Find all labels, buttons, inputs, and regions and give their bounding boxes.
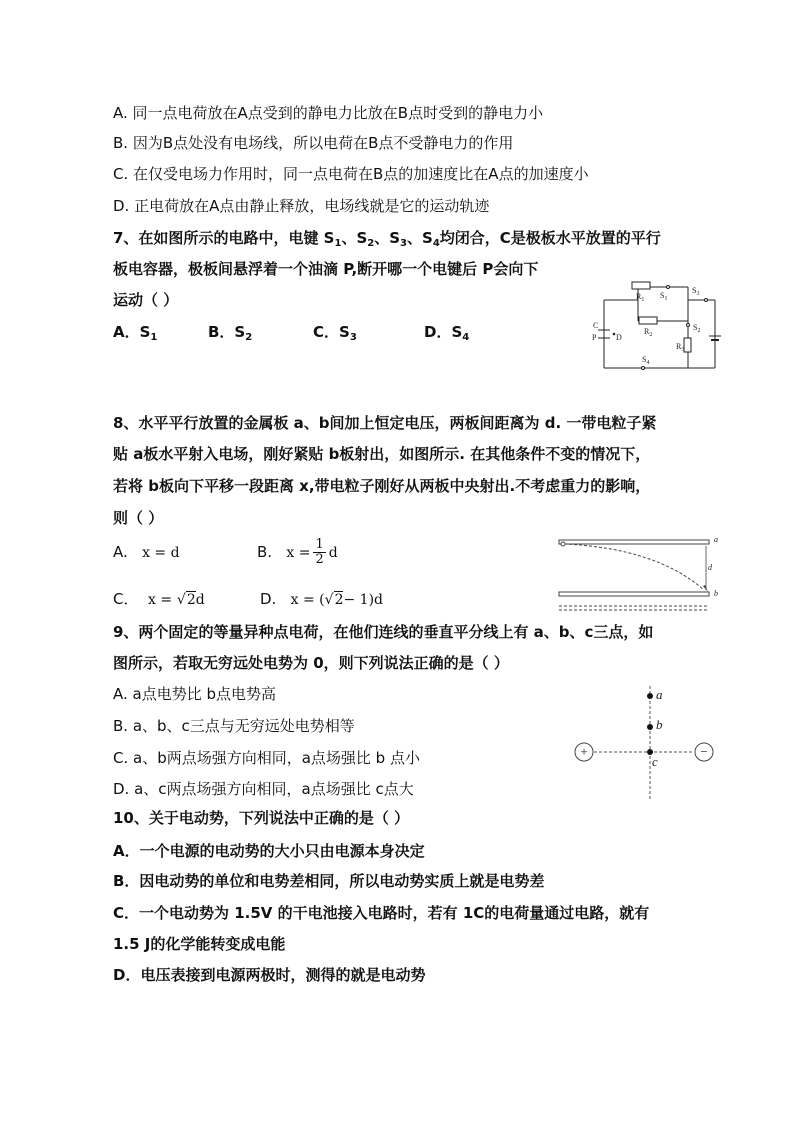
svg-text:S1: $S_1$ (660, 291, 668, 302)
q6-option-b: B. 因为B点处没有电场线，所以电荷在B点不受静电力的作用 (113, 134, 514, 152)
svg-text:D: D (616, 333, 622, 342)
q7-option-a: A．$S_1$ (113, 323, 158, 343)
q10-option-c-line2: 1.5 J的化学能转变成电能 (113, 935, 286, 953)
q8-stem-line1: 8、水平平行放置的金属板 a、b间加上恒定电压，两板间距离为 d. 一带电粒子紧 (113, 414, 657, 432)
svg-text:d: d (708, 563, 712, 572)
q10-stem: 10、关于电动势，下列说法中正确的是（ ） (113, 809, 410, 827)
q7-option-b: B．$S_2$ (208, 323, 253, 343)
q8-stem-line3: 若将 b板向下平移一段距离 x,带电粒子刚好从两板中央射出.不考虑重力的影响， (113, 477, 651, 495)
svg-text:b: b (656, 717, 663, 732)
q9-option-a: A. a点电势比 b点电势高 (113, 685, 277, 703)
q8-option-b: B. x = $\frac{1}{2}$ d (257, 537, 338, 567)
q10-option-b: B．因电动势的单位和电势差相同，所以电动势实质上就是电势差 (113, 872, 545, 890)
q6-option-d: D. 正电荷放在A点由静止释放，电场线就是它的运动轨迹 (113, 197, 490, 215)
q7-option-d: D．$S_4$ (424, 323, 470, 343)
q8-option-c: C． x = √2d (113, 590, 205, 608)
q8-plates-diagram (556, 530, 726, 618)
svg-text:S3: $S_3$ (692, 286, 700, 297)
svg-text:P: P (592, 333, 597, 342)
q8-stem-line4: 则（ ） (113, 509, 164, 527)
q9-stem-line2: 图所示，若取无穷远处电势为 0，则下列说法正确的是（ ） (113, 654, 509, 672)
q10-option-a: A．一个电源的电动势的大小只由电源本身决定 (113, 842, 425, 860)
q8-stem-line2: 贴 a板水平射入电场，刚好紧贴 b板射出，如图所示. 在其他条件不变的情况下， (113, 445, 651, 463)
svg-text:R1: $R_1$ (636, 292, 645, 303)
svg-text:R3: $R_3$ (676, 342, 685, 353)
q9-option-d: D. a、c两点场强方向相同，a点场强比 c点大 (113, 780, 414, 798)
svg-text:a: a (656, 687, 663, 702)
svg-text:a: a (714, 535, 718, 544)
q6-option-c: C. 在仅受电场力作用时，同一点电荷在B点的加速度比在A点的加速度小 (113, 165, 589, 183)
q7-stem-line3: 运动（ ） (113, 291, 179, 309)
q9-option-c: C. a、b两点场强方向相同，a点场强比 b 点小 (113, 749, 420, 767)
q10-option-d: D．电压表接到电源两极时，测得的就是电动势 (113, 966, 426, 984)
q7-option-c: C．$S_3$ (313, 323, 357, 343)
q6-option-a: A. 同一点电荷放在A点受到的静电力比放在B点时受到的静电力小 (113, 104, 544, 122)
q7-stem-line1: 7、在如图所示的电路中，电键 $S_1$、$S_2$、$S_3$、$S_4$均闭合，C是极板水平放置的平行 (113, 229, 661, 249)
plus-charge-icon: + (580, 744, 588, 759)
q9-stem-line1: 9、两个固定的等量异种点电荷，在他们连线的垂直平分线上有 a、b、c三点，如 (113, 623, 654, 641)
svg-text:R2: $R_2$ (644, 327, 653, 338)
q8-option-a: A. x = d (113, 543, 180, 561)
svg-text:S2: $S_2$ (693, 323, 701, 334)
q7-stem-line2: 板电容器，极板间悬浮着一个油滴 P,断开哪一个电键后 P会向下 (113, 260, 539, 278)
minus-charge-icon: − (700, 744, 708, 759)
svg-text:b: b (714, 589, 718, 598)
svg-text:c: c (652, 754, 658, 769)
q9-option-b: B. a、b、c三点与无穷远处电势相等 (113, 717, 355, 735)
q10-option-c-line1: C．一个电动势为 1.5V 的干电池接入电路时，若有 1C的电荷量通过电路，就有 (113, 904, 650, 922)
svg-text:S4: $S_4$ (642, 355, 650, 366)
q8-option-d: D. x = (√2− 1)d (260, 590, 383, 608)
q7-circuit-diagram (588, 278, 724, 374)
q9-charges-diagram (570, 684, 720, 804)
svg-text:C: C (593, 321, 599, 330)
